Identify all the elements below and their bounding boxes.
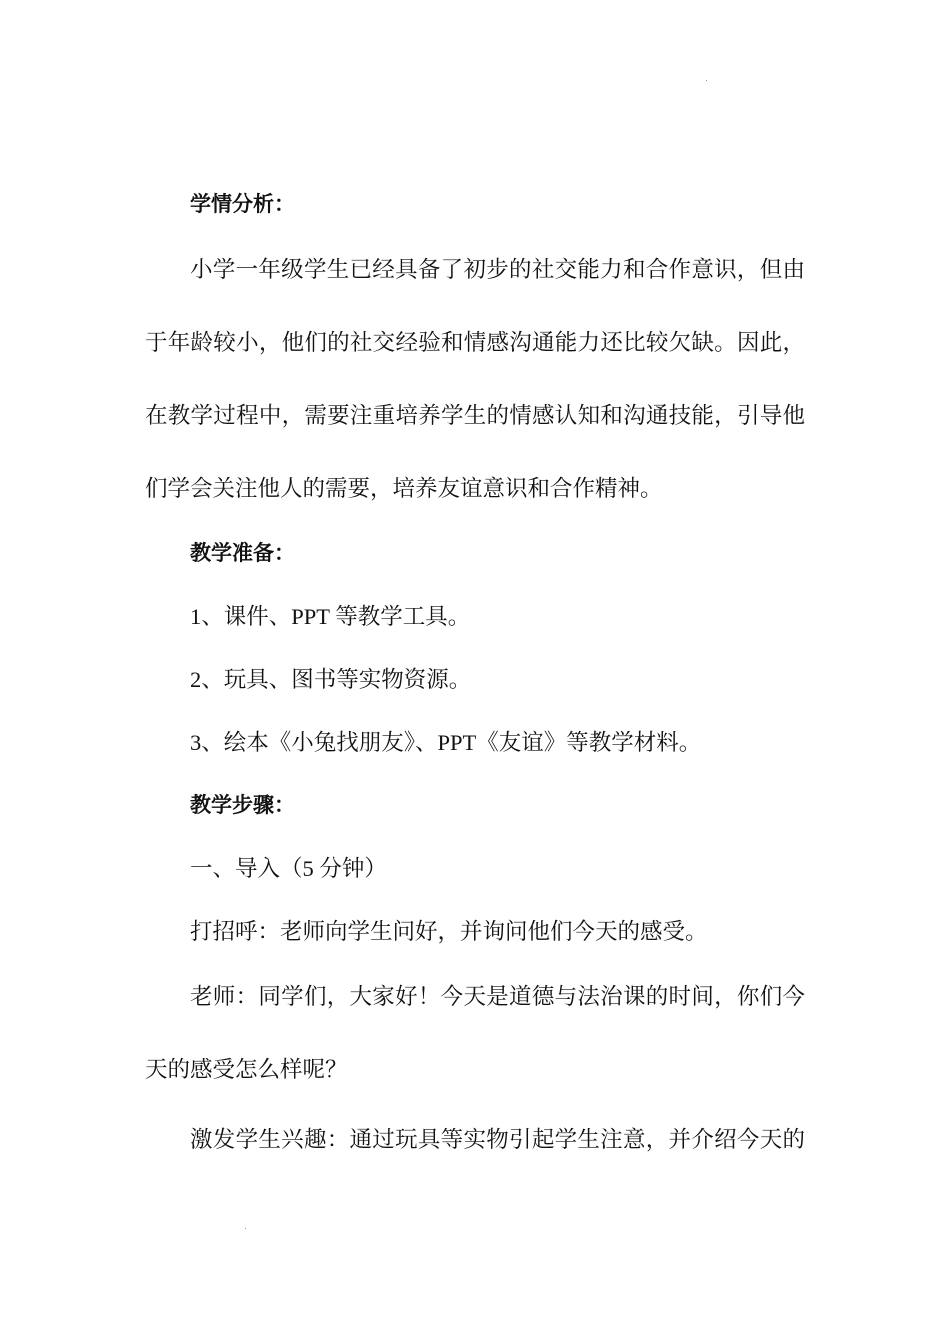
scan-speck-top (706, 80, 707, 81)
teacher-line-2: 天的感受怎么样呢？ (145, 1057, 348, 1082)
analysis-line-4: 们学会关注他人的需要，培养友谊意识和合作精神。 (145, 476, 663, 501)
preparation-item-1: 1、课件、PPT 等教学工具。 (190, 604, 471, 629)
analysis-heading: 学情分析： (190, 192, 295, 216)
document-page (145, 173, 805, 1173)
analysis-line-2: 于年龄较小，他们的社交经验和情感沟通能力还比较欠缺。因此， (145, 330, 805, 355)
preparation-item-2: 2、玩具、图书等实物资源。 (190, 667, 472, 692)
analysis-line-1: 小学一年级学生已经具备了初步的社交能力和合作意识，但由 (190, 257, 805, 282)
analysis-line-3: 在教学过程中，需要注重培养学生的情感认知和沟通技能，引导他 (145, 403, 805, 428)
preparation-item-3: 3、绘本《小兔找朋友》、PPT《友谊》等教学材料。 (190, 730, 702, 755)
interest-line-1: 激发学生兴趣：通过玩具等实物引起学生注意，并介绍今天的 (190, 1127, 805, 1152)
teacher-line-1: 老师：同学们，大家好！今天是道德与法治课的时间，你们今 (190, 984, 805, 1009)
interest-paragraph (145, 1103, 805, 1176)
greeting-line: 打招呼：老师向学生问好，并询问他们今天的感受。 (190, 919, 708, 944)
analysis-paragraph (145, 233, 805, 525)
preparation-heading: 教学准备： (190, 541, 295, 565)
teacher-paragraph (145, 960, 805, 1106)
step1-title: 一、导入（5 分钟） (190, 856, 387, 881)
scan-speck-bottom (245, 1228, 246, 1229)
steps-heading: 教学步骤： (190, 793, 295, 817)
